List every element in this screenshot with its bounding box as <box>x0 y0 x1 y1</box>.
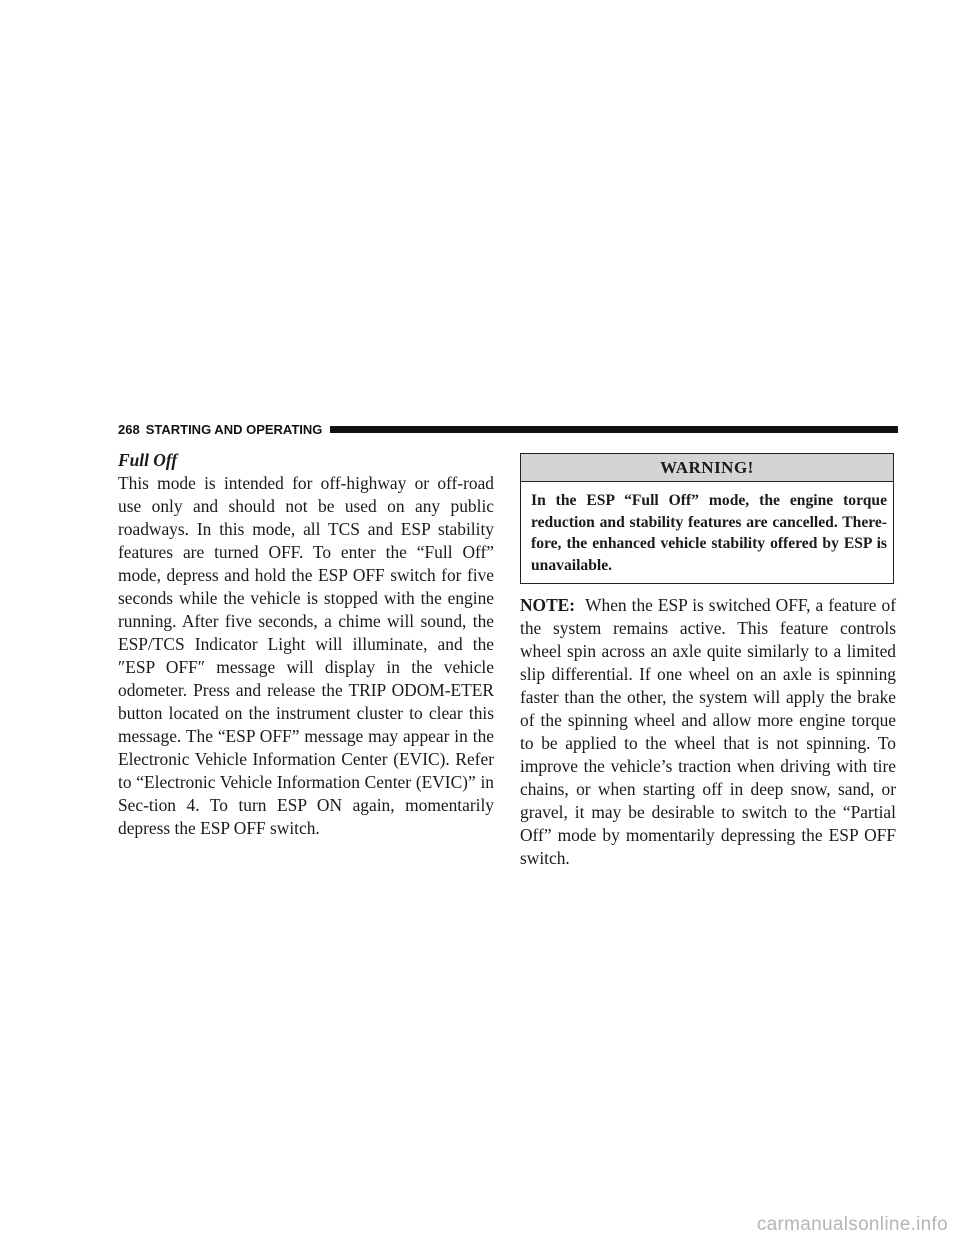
note-label: NOTE: <box>520 595 576 615</box>
page-number: 268 <box>118 421 140 437</box>
header-rule <box>330 426 898 433</box>
subheading-full-off: Full Off <box>118 450 178 470</box>
note-text: When the ESP is switched OFF, a feature of the system remains active. This feature controls wheel spin across an axle quite similarly to a limited slip differential. If one wheel on an axle is spinning faster than the other, the system will apply the brake of the spinning wheel and allow more engine torque to be applied to the wheel that is not spinning. To improve the vehicle’s traction when driving with tire chains, or when starting off in deep snow, sand, or gravel, it may be desirable to switch to the “Partial Off” mode by momentarily depressing the ESP OFF switch. <box>520 595 896 868</box>
full-off-paragraph: This mode is intended for off-highway or off-road use only and should not be used on any public roadways. In this mode, all TCS and ESP stability features are turned OFF. To enter the “Full Off” mode, depress and hold the ESP OFF switch for five seconds while the vehicle is stopped with the engine running. After five seconds, a chime will sound, the ESP/TCS Indicator Light will illuminate, and the ″ESP OFF″ message will display in the vehicle odometer. Press and release the TRIP ODOM-ETER button located on the instrument cluster to clear this message. The “ESP OFF” message may appear in the Electronic Vehicle Information Center (EVIC). Refer to “Electronic Vehicle Information Center (EVIC)” in Sec-tion 4. To turn ESP ON again, momentarily depress the ESP OFF switch. <box>118 473 494 838</box>
warning-text: In the ESP “Full Off” mode, the engine torque reduction and stability features are cancelled. There-fore, the enhanced vehicle stability offered by ESP is unavailable. <box>531 492 887 574</box>
page-header <box>118 421 898 437</box>
note-paragraph <box>520 594 896 870</box>
right-column <box>520 453 896 870</box>
warning-box <box>520 453 894 584</box>
section-title: STARTING AND OPERATING <box>145 421 323 437</box>
watermark: carmanualsonline.info <box>756 1214 948 1235</box>
left-column <box>118 449 494 840</box>
warning-title: WARNING! <box>521 454 893 482</box>
